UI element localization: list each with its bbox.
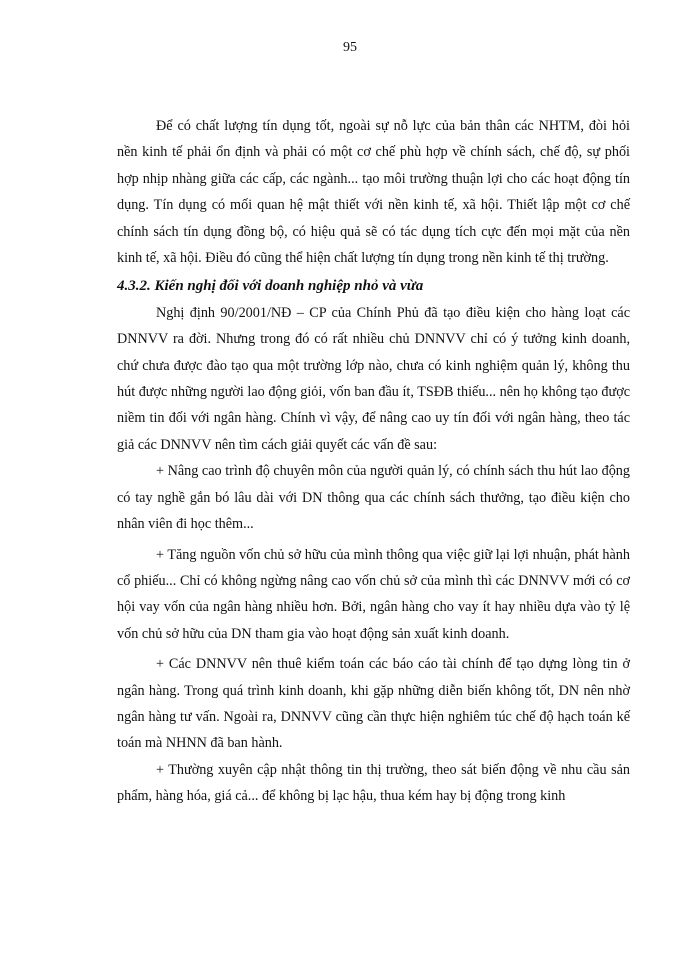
document-body xyxy=(117,113,630,810)
page-number: 95 xyxy=(343,40,357,55)
section-heading: 4.3.2. Kiến nghị đối với doanh nghiệp nhỏ và vừa xyxy=(117,278,424,295)
recommendation-item-2: + Tăng nguồn vốn chủ sở hữu của mình thông qua việc giữ lại lợi nhuận, phát hành cổ phiếu... Chỉ có không ngừng nâng cao vốn chủ sở của mình thì các DNNVV mới có cơ hội vay vốn của ngân hàng nhiều hơn. Bởi, ngân hàng cho vay ít hay nhiều dựa vào tỷ lệ vốn chủ sở hữu của DN tham gia vào hoạt động sản xuất kinh doanh. xyxy=(117,546,630,642)
recommendation-item-3: + Các DNNVV nên thuê kiểm toán các báo cáo tài chính để tạo dựng lòng tin ở ngân hàng. Trong quá trình kinh doanh, khi gặp những diễn biến không tốt, DN nên nhờ ngân hàng tư vấn. Ngoài ra, DNNVV cũng cần thực hiện nghiêm túc chế độ hạch toán kế toán mà NHNN đã ban hành. xyxy=(117,656,630,752)
intro-paragraph: Để có chất lượng tín dụng tốt, ngoài sự nỗ lực của bản thân các NHTM, đòi hỏi nền kinh tế phải ổn định và phải có một cơ chế phù hợp về chính sách, chế độ, sự phối hợp nhịp nhàng giữa các cấp, các ngành... tạo môi trường thuận lợi cho các hoạt động tín dụng. Tín dụng có mối quan hệ mật thiết với nền kinh tế, xã hội. Thiết lập một cơ chế chính sách tín dụng đồng bộ, có hiệu quả sẽ có tác dụng tích cực đến mọi mặt của nền kinh tế, xã hội. Điều đó cũng thể hiện chất lượng tín dụng trong nền kinh tế thị trường. xyxy=(117,118,630,267)
recommendation-item-1: + Nâng cao trình độ chuyên môn của người quản lý, có chính sách thu hút lao động có tay nghề gắn bó lâu dài với DN thông qua các chính sách thưởng, tạo điều kiện cho nhân viên đi học thêm... xyxy=(117,463,630,533)
decree-paragraph: Nghị định 90/2001/NĐ – CP của Chính Phủ đã tạo điều kiện cho hàng loạt các DNNVV ra đời. Nhưng trong đó có rất nhiều chủ DNNVV chỉ có ý tưởng kinh doanh, chứ chưa được đào tạo qua một trường lớp nào, chưa có kinh nghiệm quản lý, không thu hút được những người lao động giỏi, vốn ban đầu ít, TSĐB thiếu... nên họ không tạo được niềm tin đối với ngân hàng. Chính vì vậy, để nâng cao uy tín đối với ngân hàng, theo tác giả các DNNVV nên tìm cách giải quyết các vấn đề sau: xyxy=(117,304,630,453)
recommendation-item-4: + Thường xuyên cập nhật thông tin thị trường, theo sát biến động về nhu cầu sản phẩm, hàng hóa, giá cả... để không bị lạc hậu, thua kém hay bị động trong kinh xyxy=(117,761,630,805)
